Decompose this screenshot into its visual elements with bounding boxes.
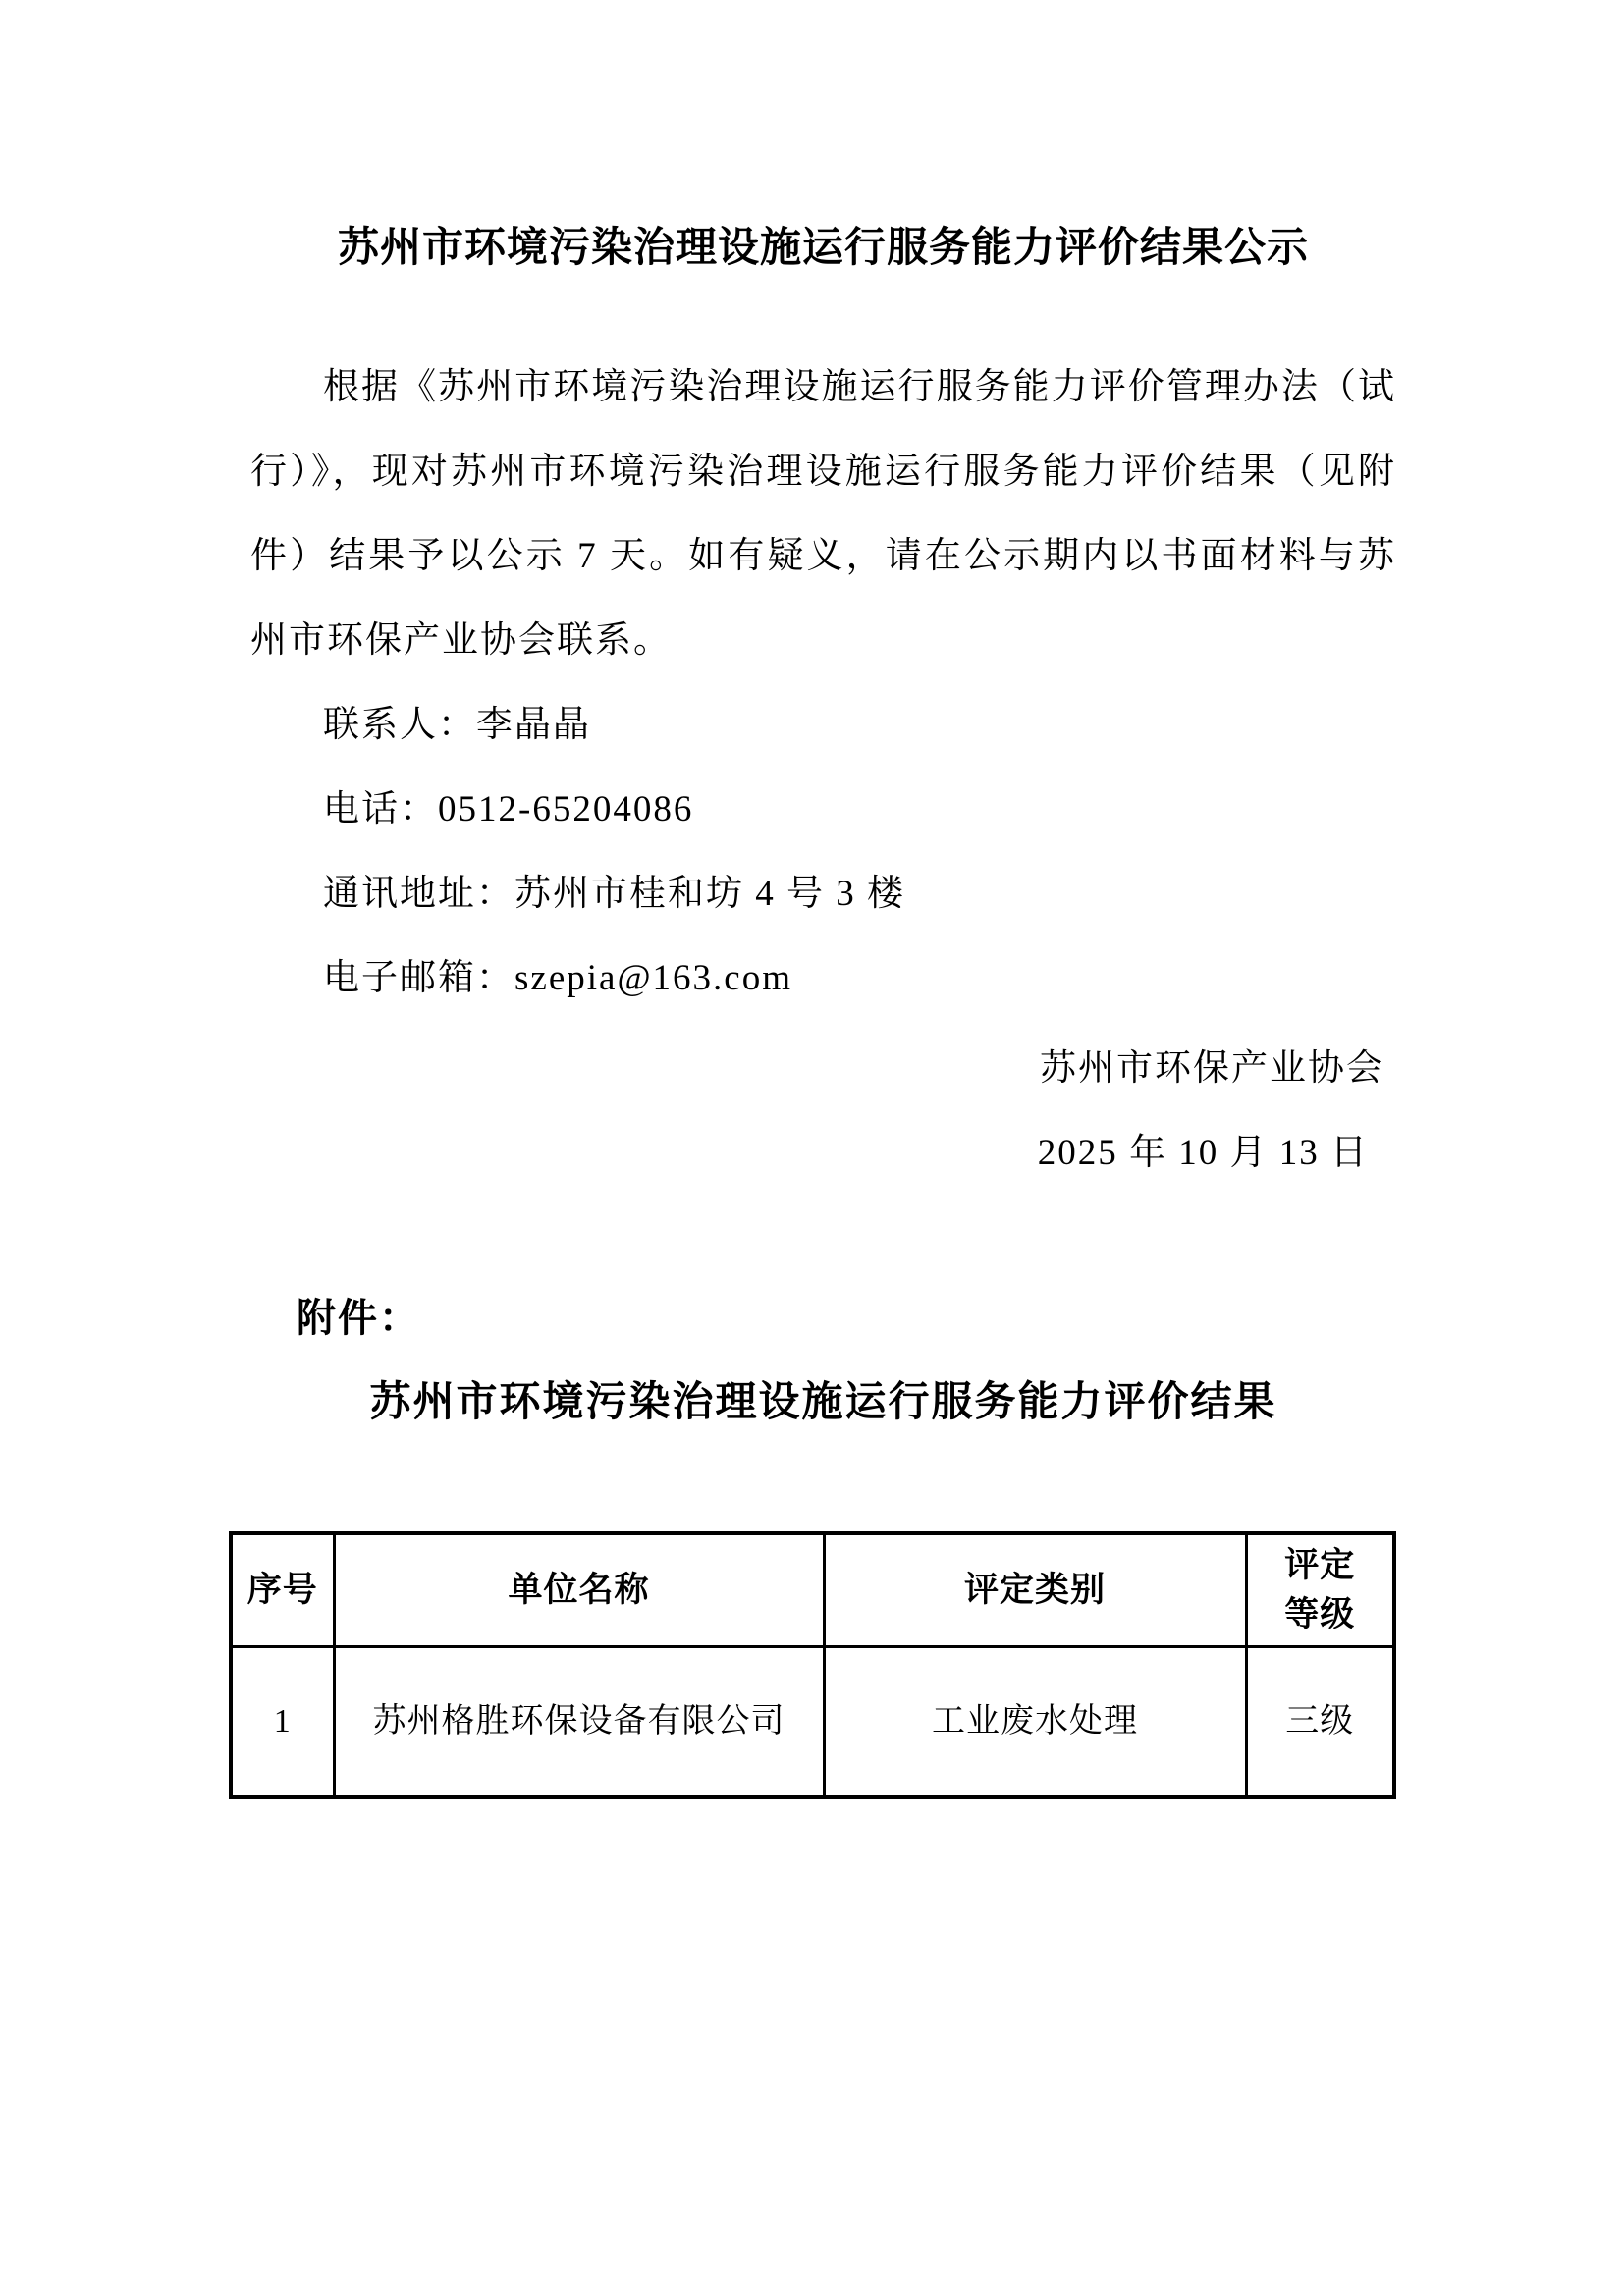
signature-date: 2025 年 10 月 13 日 bbox=[1037, 1133, 1369, 1173]
contact-address-line: 通讯地址：苏州市桂和坊 4 号 3 楼 bbox=[323, 874, 905, 914]
header-evaluation-grade bbox=[1246, 1533, 1394, 1647]
signature-organization: 苏州市环保产业协会 bbox=[1040, 1048, 1384, 1089]
table-row bbox=[231, 1647, 1394, 1798]
page-title: 苏州市环境污染治理设施运行服务能力评价结果公示 bbox=[337, 226, 1309, 271]
table-header-row bbox=[231, 1533, 1394, 1647]
cell-evaluation-category: 工业废水处理 bbox=[824, 1647, 1246, 1798]
cell-unit-name: 苏州格胜环保设备有限公司 bbox=[334, 1647, 824, 1798]
contact-person-line: 联系人：李晶晶 bbox=[323, 705, 591, 745]
header-serial-number: 序号 bbox=[231, 1533, 334, 1647]
contact-email-line: 电子邮箱：szepia@163.com bbox=[323, 958, 792, 998]
contact-phone-line: 电话：0512-65204086 bbox=[323, 789, 694, 829]
header-unit-name: 单位名称 bbox=[334, 1533, 824, 1647]
attachment-label: 附件： bbox=[297, 1296, 420, 1340]
evaluation-result-table bbox=[229, 1531, 1396, 1799]
attachment-title: 苏州市环境污染治理设施运行服务能力评价结果 bbox=[369, 1380, 1277, 1425]
cell-evaluation-grade: 三级 bbox=[1246, 1647, 1394, 1798]
announcement-paragraph: 根据《苏州市环境污染治理设施运行服务能力评价管理办法（试行）》，现对苏州市环境污染治理设施运行服务能力评价结果（见附件）结果予以公示 7 天。如有疑义，请在公示期内以书面材料与苏州市环保产业协会联系。 bbox=[250, 367, 1396, 661]
cell-serial-number: 1 bbox=[231, 1647, 334, 1798]
header-evaluation-category: 评定类别 bbox=[824, 1533, 1246, 1647]
header-evaluation-grade-text: 评定等级 bbox=[1284, 1546, 1356, 1633]
document-body bbox=[250, 346, 1396, 1445]
